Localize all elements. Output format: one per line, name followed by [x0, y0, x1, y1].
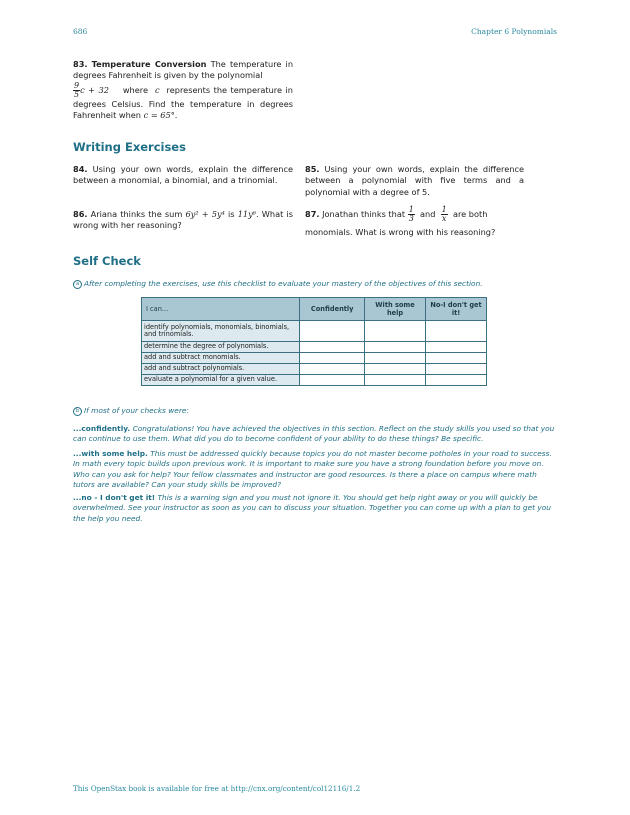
- column-header: With some help: [365, 298, 426, 321]
- fraction: $\frac{1}{3}$: [408, 205, 414, 223]
- math-condition: c = 65°.: [143, 110, 178, 121]
- objective-cell: add and subtract polynomials.: [142, 364, 300, 375]
- exercise-83: [73, 59, 293, 122]
- chapter-title: Chapter 6 Polynomials: [471, 27, 557, 36]
- exercise-number: 84.: [73, 164, 88, 174]
- math-variable: c: [154, 84, 160, 95]
- exercise-text: Jonathan thinks that: [322, 209, 406, 219]
- table-row: [142, 375, 487, 386]
- exercise-text: and: [420, 209, 436, 219]
- marker-b-icon: b: [73, 407, 82, 416]
- checkbox-cell[interactable]: [426, 342, 487, 353]
- feedback-label: ...with some help.: [73, 449, 148, 458]
- exercise-84: [73, 164, 293, 187]
- checkbox-cell[interactable]: [426, 321, 487, 342]
- checkbox-cell[interactable]: [426, 375, 487, 386]
- exercise-text: The temperature in degrees Fahrenheit is given by the polynomial: [73, 59, 294, 81]
- checklist-table: [141, 297, 487, 386]
- polynomial: c + 32: [80, 84, 109, 95]
- marker-a-icon: a: [73, 280, 82, 289]
- checkbox-cell[interactable]: [300, 353, 365, 364]
- column-header: Confidently: [300, 298, 365, 321]
- footer: This OpenStax book is available for free at http://cnx.org/content/col12116/1.2: [73, 784, 361, 793]
- exercise-text: monomials. What is wrong with his reasoning?: [305, 227, 496, 237]
- exercise-title: Temperature Conversion: [91, 59, 207, 69]
- exercise-number: 85.: [305, 164, 320, 174]
- exercise-text: . What is wrong with her reasoning?: [73, 209, 293, 231]
- objective-cell: add and subtract monomials.: [142, 353, 300, 364]
- section-heading-self-check: Self Check: [73, 254, 141, 268]
- checkbox-cell[interactable]: [426, 364, 487, 375]
- exercise-text: Ariana thinks the sum: [90, 209, 183, 219]
- checkbox-cell[interactable]: [365, 321, 426, 342]
- exercise-text: represents the temperature in degrees Celsius. Find the temperature in degrees Fahrenheit when: [73, 84, 293, 121]
- checkbox-cell[interactable]: [365, 353, 426, 364]
- fraction: $\frac{1}{x}$: [441, 205, 447, 223]
- instruction-text: If most of your checks were:: [84, 406, 189, 415]
- feedback-label: ...confidently.: [73, 424, 131, 433]
- table-row: [142, 364, 487, 375]
- checkbox-cell[interactable]: [300, 364, 365, 375]
- math-expression: 11y⁶: [237, 209, 257, 219]
- checkbox-cell[interactable]: [365, 375, 426, 386]
- column-header: I can...: [142, 298, 300, 321]
- exercise-87: [305, 206, 524, 238]
- fraction: $\frac{9}{5}$: [74, 80, 80, 99]
- exercise-text: Using your own words, explain the difference between a monomial, a binomial, and a trinomial.: [73, 164, 294, 186]
- feedback-text: This is a warning sign and you must not ignore it. You should get help right away or you will quickly be overwhelmed. See your instructor as soon as you can to discuss your situation. Together you can come up with a plan to get you the help you need.: [73, 493, 551, 523]
- exercise-text: is: [228, 209, 235, 219]
- feedback-with-help: [73, 449, 557, 491]
- section-heading-writing: Writing Exercises: [73, 140, 186, 154]
- column-header: No-I don't get it!: [426, 298, 487, 321]
- objective-cell: evaluate a polynomial for a given value.: [142, 375, 300, 386]
- feedback-label: ...no - I don't get it!: [73, 493, 156, 502]
- instruction-text: After completing the exercises, use this checklist to evaluate your mastery of the objectives of this section.: [84, 279, 483, 288]
- feedback-no: [73, 493, 557, 524]
- feedback-text: This must be addressed quickly because topics you do not master become potholes in your road to success. In math every topic builds upon previous work. It is important to make sure you have a strong foundation before you move on. Who can you ask for help? Your fellow classmates and instructor are good resources. Is there a place on campus where math tutors are available? Can your study skills be improved?: [73, 449, 552, 490]
- page-number: 686: [73, 27, 88, 36]
- exercise-number: 83.: [73, 59, 88, 69]
- self-check-instructions: [73, 279, 533, 289]
- exercise-text: where: [122, 84, 149, 95]
- self-check-b: [73, 406, 533, 416]
- table-row: [142, 321, 487, 342]
- table-row: [142, 353, 487, 364]
- checkbox-cell[interactable]: [300, 321, 365, 342]
- exercise-85: [305, 164, 524, 198]
- exercise-number: 86.: [73, 209, 88, 219]
- exercise-86: [73, 209, 293, 232]
- exercise-number: 87.: [305, 209, 320, 219]
- feedback-confidently: [73, 424, 557, 445]
- objective-cell: determine the degree of polynomials.: [142, 342, 300, 353]
- exercise-text: are both: [452, 209, 488, 219]
- checkbox-cell[interactable]: [365, 364, 426, 375]
- objective-cell: identify polynomials, monomials, binomials, and trinomials.: [142, 321, 300, 342]
- feedback-text: Congratulations! You have achieved the objectives in this section. Reflect on the study skills you used so that you can continue to use them. What did you do to become confident of your ability to do these things? Be specific.: [73, 424, 555, 444]
- exercise-text: Using your own words, explain the difference between a polynomial with five terms and a polynomial with a degree of 5.: [305, 164, 525, 197]
- checkbox-cell[interactable]: [426, 353, 487, 364]
- math-expression: 6y² + 5y⁴: [185, 209, 225, 219]
- checkbox-cell[interactable]: [365, 342, 426, 353]
- checkbox-cell[interactable]: [300, 342, 365, 353]
- checkbox-cell[interactable]: [300, 375, 365, 386]
- table-row: [142, 342, 487, 353]
